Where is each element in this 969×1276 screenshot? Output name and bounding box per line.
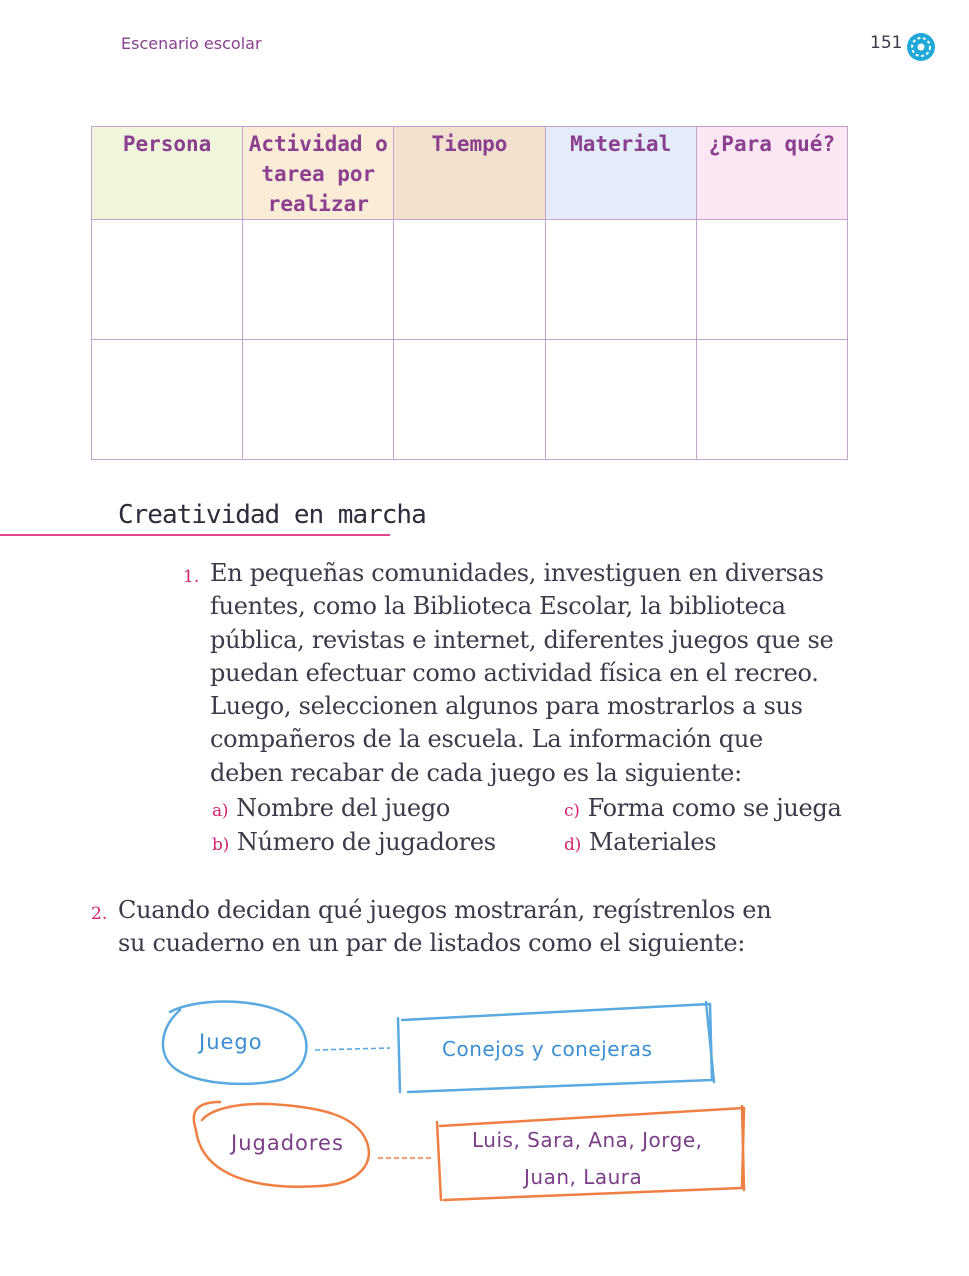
section-underline bbox=[0, 534, 390, 536]
table-cell[interactable] bbox=[243, 220, 394, 340]
table-cell[interactable] bbox=[696, 220, 847, 340]
subitem-a bbox=[212, 794, 450, 822]
table-cell[interactable] bbox=[92, 220, 243, 340]
subitem-text: Nombre del juego bbox=[236, 794, 451, 822]
planning-table bbox=[91, 126, 848, 460]
header-actividad bbox=[243, 127, 394, 220]
header-line: Tiempo bbox=[431, 132, 508, 156]
text-line: fuentes, como la Biblioteca Escolar, la biblioteca bbox=[210, 592, 786, 621]
dash-connector bbox=[315, 1048, 390, 1050]
table-cell[interactable] bbox=[394, 340, 545, 460]
text-line: su cuaderno en un par de listados como el siguiente: bbox=[118, 929, 746, 958]
table-cell[interactable] bbox=[696, 340, 847, 460]
table-cell[interactable] bbox=[545, 220, 696, 340]
text-line: deben recabar de cada juego es la siguiente: bbox=[210, 758, 742, 787]
item-1-text bbox=[210, 557, 833, 790]
header-line: Material bbox=[570, 132, 672, 156]
table-cell[interactable] bbox=[545, 340, 696, 460]
table-row bbox=[92, 220, 848, 340]
value-jugadores-line1: Luis, Sara, Ana, Jorge, bbox=[472, 1128, 703, 1152]
section-title: Creatividad en marcha bbox=[118, 500, 426, 530]
subitem-text: Materiales bbox=[588, 828, 717, 856]
page-number: 151 bbox=[870, 33, 903, 53]
subitem-letter: a) bbox=[212, 801, 229, 821]
header-material bbox=[545, 127, 696, 220]
text-line: Cuando decidan qué juegos mostrarán, regístrenlos en bbox=[118, 896, 772, 924]
header-line: tarea por bbox=[261, 162, 376, 186]
subitem-c bbox=[564, 794, 841, 822]
subitem-b bbox=[212, 828, 496, 856]
subitem-letter: b) bbox=[212, 835, 229, 855]
subitem-letter: c) bbox=[564, 801, 580, 821]
subitem-text: Forma como se juega bbox=[587, 794, 842, 822]
table-row bbox=[92, 340, 848, 460]
text-line: pública, revistas e internet, diferentes juegos que se bbox=[210, 625, 834, 654]
subitem-text: Número de jugadores bbox=[236, 828, 496, 856]
table-cell[interactable] bbox=[394, 220, 545, 340]
table-cell[interactable] bbox=[243, 340, 394, 460]
header-persona bbox=[92, 127, 243, 220]
header-line: ¿Para qué? bbox=[708, 132, 836, 156]
label-jugadores: Jugadores bbox=[231, 1131, 344, 1155]
table-header-row bbox=[92, 127, 848, 220]
subitem-d bbox=[564, 828, 716, 856]
header-line: Persona bbox=[122, 132, 212, 156]
item-2-number: 2. bbox=[91, 904, 108, 924]
text-line: compañeros de la escuela. La información que bbox=[210, 725, 763, 754]
header-line: Actividad o bbox=[248, 132, 388, 156]
running-header: Escenario escolar bbox=[121, 34, 262, 53]
value-juego: Conejos y conejeras bbox=[442, 1037, 653, 1061]
label-juego: Juego bbox=[199, 1030, 263, 1054]
subitem-letter: d) bbox=[564, 835, 581, 855]
header-line: realizar bbox=[267, 192, 369, 216]
text-line: En pequeñas comunidades, investiguen en diversas bbox=[210, 559, 824, 587]
page-badge-icon bbox=[906, 32, 936, 62]
item-1-number: 1. bbox=[183, 567, 200, 587]
text-line: puedan efectuar como actividad física en el recreo. bbox=[210, 658, 819, 687]
header-tiempo bbox=[394, 127, 545, 220]
text-line: Luego, seleccionen algunos para mostrarlos a sus bbox=[210, 692, 803, 721]
example-list-diagram bbox=[150, 990, 760, 1220]
value-jugadores-line2: Juan, Laura bbox=[524, 1165, 643, 1189]
item-2-text bbox=[118, 894, 771, 961]
header-para-que bbox=[696, 127, 847, 220]
table-cell[interactable] bbox=[92, 340, 243, 460]
